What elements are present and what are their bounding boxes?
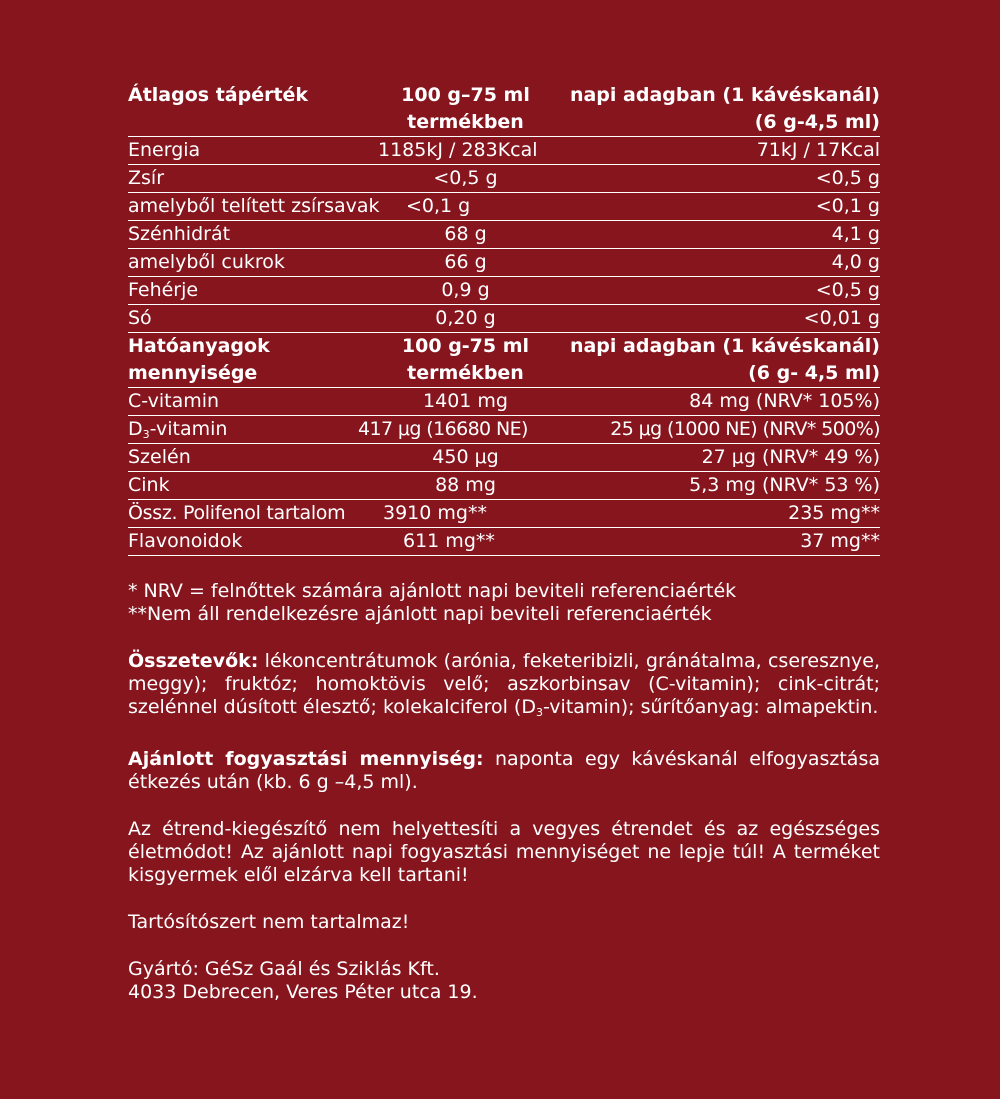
footnote-nrv: * NRV = felnőttek számára ajánlott napi beviteli referenciaérték xyxy=(128,580,737,602)
table-row xyxy=(128,500,880,528)
manufacturer-info xyxy=(128,958,880,1004)
row-value-daily: <0,01 g xyxy=(803,307,880,329)
d3-subscript: 3 xyxy=(142,428,150,441)
row-label: C-vitamin xyxy=(128,390,220,412)
row-value-100g: 0,20 g xyxy=(435,307,496,329)
row-value-100g: 1401 mg xyxy=(423,390,508,412)
row-value-100g: 417 μg (16680 NE) xyxy=(358,418,528,440)
manufacturer-address: 4033 Debrecen, Veres Péter utca 19. xyxy=(128,981,478,1003)
row-value-daily: <0,5 g xyxy=(815,167,880,189)
header-col-2: 100 g–75 ml termékben xyxy=(401,84,530,133)
row-label: Cink xyxy=(128,474,170,496)
d3-letter: D xyxy=(128,418,143,440)
row-value-daily: 4,1 g xyxy=(831,223,880,245)
ingredients-paragraph xyxy=(128,650,880,724)
header-col-2: 100 g-75 ml termékben xyxy=(401,335,530,384)
table-row xyxy=(128,193,880,221)
warning-paragraph: Az étrend-kiegészítő nem helyettesíti a vegyes étrendet és az egészséges életmódot! Az ajánlott napi fogyasztási mennyiséget ne lepje túl! A terméket kisgyermek elől elzárva kell tartani! xyxy=(128,818,880,886)
row-value-100g: 68 g xyxy=(444,223,487,245)
row-value-100g: 66 g xyxy=(444,251,487,273)
footnotes xyxy=(128,580,880,626)
row-value-daily: 37 mg** xyxy=(800,530,880,552)
row-label: Fehérje xyxy=(128,279,199,301)
nutrition-table-header xyxy=(128,82,880,137)
row-value-100g: 0,9 g xyxy=(441,279,490,301)
row-value-daily: 235 mg** xyxy=(788,502,880,524)
row-value-daily: <0,1 g xyxy=(815,195,880,217)
table-row xyxy=(128,388,880,416)
table-row xyxy=(128,416,880,444)
header-col-3: napi adagban (1 kávéskanál) (6 g-4,5 ml) xyxy=(569,84,880,133)
row-label: Só xyxy=(128,307,152,329)
row-value-100g: 3910 mg** xyxy=(383,502,487,524)
row-value-daily: 5,3 mg (NRV* 53 %) xyxy=(689,474,880,496)
row-label: amelyből telített zsírsavak xyxy=(128,195,380,217)
preservative-note: Tartósítószert nem tartalmaz! xyxy=(128,911,410,933)
ingredients-subscript: 3 xyxy=(535,706,543,719)
table-row xyxy=(128,249,880,277)
dosage-label: Ajánlott fogyasztási mennyiség: xyxy=(128,748,484,770)
row-label: Zsír xyxy=(128,167,165,189)
table-row xyxy=(128,444,880,472)
table-row xyxy=(128,137,880,165)
row-label: amelyből cukrok xyxy=(128,251,285,273)
row-value-100g: 450 μg xyxy=(432,446,499,468)
row-value-100g: <0,5 g xyxy=(433,167,498,189)
row-label: Össz. Polifenol tartalom xyxy=(128,502,346,524)
table-row xyxy=(128,165,880,193)
dosage-paragraph xyxy=(128,748,880,794)
row-value-100g: 611 mg** xyxy=(403,530,495,552)
dosage-text: naponta egy kávéskanál elfogyasztása étkezés után (kb. 6 g –4,5 ml). xyxy=(128,748,880,793)
header-col-1: Hatóanyagok mennyisége xyxy=(128,335,270,384)
header-col-1: Átlagos tápérték xyxy=(128,84,309,106)
row-value-100g: 1185kJ / 283Kcal xyxy=(378,139,538,161)
row-value-daily: 71kJ / 17Kcal xyxy=(756,139,880,161)
manufacturer-name: Gyártó: GéSz Gaál és Sziklás Kft. xyxy=(128,958,440,980)
header-col-3: napi adagban (1 kávéskanál) (6 g- 4,5 ml) xyxy=(569,335,880,384)
row-value-daily: 4,0 g xyxy=(831,251,880,273)
table-row xyxy=(128,305,880,333)
footnote-no-nrv: **Nem áll rendelkezésre ajánlott napi beviteli referenciaérték xyxy=(128,603,712,625)
row-value-daily: <0,5 g xyxy=(815,279,880,301)
ingredients-text-b: -vitamin); sűrítőanyag: almapektin. xyxy=(542,696,879,718)
row-value-100g: 88 mg xyxy=(435,474,496,496)
row-label: Flavonoidok xyxy=(128,530,243,552)
row-value-daily: 25 μg (1000 NE) (NRV* 500%) xyxy=(610,418,880,440)
table-row xyxy=(128,472,880,500)
table-row xyxy=(128,221,880,249)
row-label: Energia xyxy=(128,139,201,161)
d3-suffix: -vitamin xyxy=(149,418,228,440)
ingredients-text-a: lékoncentrátumok (arónia, feketeribizli, gránátalma, cseresznye, meggy); fruktóz; homoktövis velő; aszkorbinsav (C-vitamin); cink-citrát; szelénnel dúsított élesztő; kolekalciferol (D xyxy=(128,650,880,718)
label-content xyxy=(128,82,880,1004)
row-value-100g: <0,1 g xyxy=(406,195,471,217)
row-label: Szelén xyxy=(128,446,191,468)
table-row xyxy=(128,277,880,305)
row-value-daily: 27 μg (NRV* 49 %) xyxy=(701,446,880,468)
row-label: Szénhidrát xyxy=(128,223,231,245)
ingredients-label: Összetevők: xyxy=(128,650,259,672)
row-value-daily: 84 mg (NRV* 105%) xyxy=(689,390,880,412)
table-row xyxy=(128,528,880,556)
active-ingredients-header xyxy=(128,333,880,388)
row-label xyxy=(128,416,378,443)
